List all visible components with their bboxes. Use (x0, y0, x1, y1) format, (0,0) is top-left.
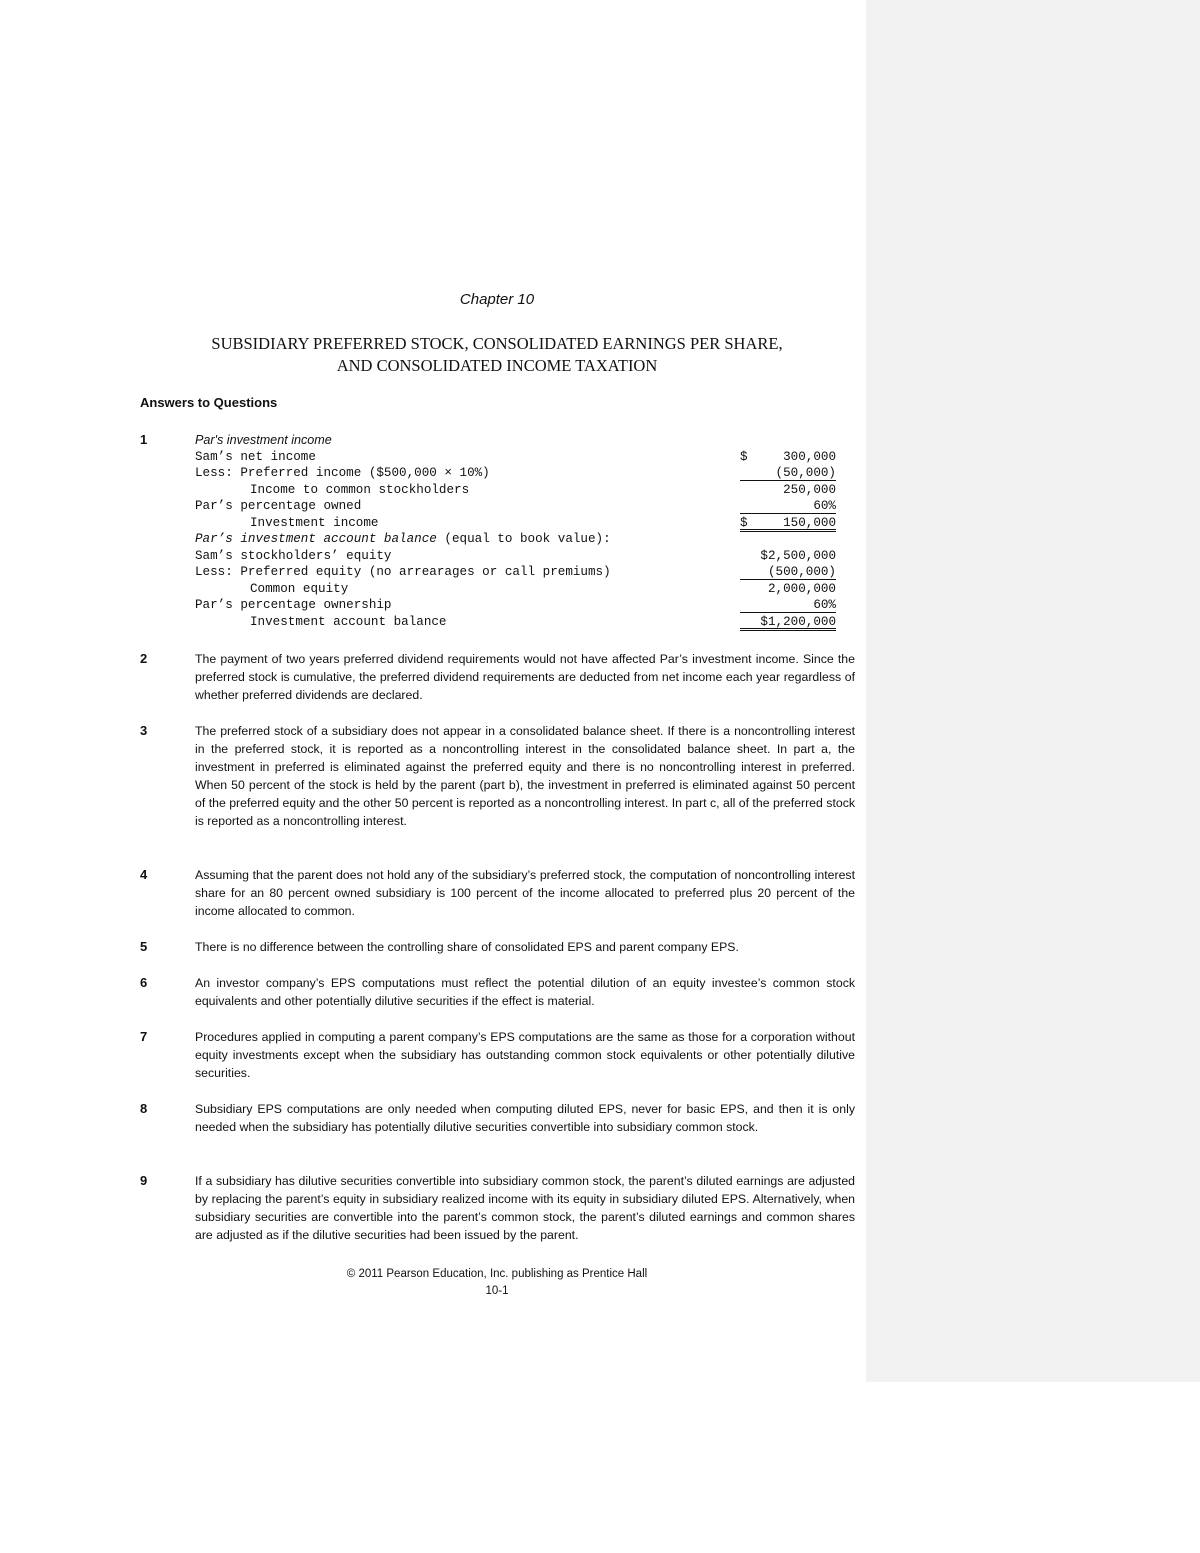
amount-value: 150,000 (783, 515, 836, 530)
answer-number: 7 (140, 1029, 148, 1044)
calc-line (195, 482, 840, 499)
calc-subheading (195, 531, 840, 548)
answer-number: 6 (140, 975, 148, 990)
calc-line (195, 614, 840, 631)
calc-label: Common equity (250, 581, 349, 596)
section-heading: Answers to Questions (140, 395, 278, 410)
dollar-sign: $ (740, 515, 748, 530)
subheading-suffix: (equal to book value): (436, 532, 611, 546)
calc-line (195, 581, 840, 598)
calc-amount: 60% (740, 498, 836, 514)
answer-text: The preferred stock of a subsidiary does not appear in a consolidated balance sheet. If there is a noncontrolling interest in the preferred stock, it is reported as a noncontrolling interest in the consolidated balance sheet. In part a, the investment in preferred is eliminated against the preferred equity and there is no noncontrolling interest in preferred. When 50 percent of the stock is held by the parent (part b), the investment in preferred is eliminated against 50 percent of the preferred equity and the other 50 percent is reported as a noncontrolling interest. In part c, all of the preferred stock is reported as a noncontrolling interest. (195, 724, 855, 828)
calc-amount: 60% (740, 597, 836, 613)
answer-text: Procedures applied in computing a parent company’s EPS computations are the same as those for a corporation without equity investments except when the subsidiary has outstanding common stock equivalents or other potentially dilutive securities. (195, 1030, 855, 1080)
calc-amount: 250,000 (783, 482, 836, 497)
calc-label: Investment account balance (250, 614, 447, 629)
page-number: 10-1 (485, 1285, 509, 1297)
calc-heading (195, 432, 840, 449)
calc-amount: 2,000,000 (767, 581, 836, 596)
calc-amount: $1,200,000 (740, 614, 836, 631)
calc-label: Less: Preferred equity (no arrearages or call premiums) (195, 565, 611, 579)
chapter-title: Chapter 10 (459, 291, 535, 308)
answer-number: 9 (140, 1173, 148, 1188)
calc-line (195, 498, 840, 515)
q1-calculation (195, 432, 840, 630)
answer-number: 4 (140, 867, 148, 882)
comment-pane (866, 0, 1200, 1382)
calc-subheading-label (195, 531, 611, 548)
calc-label: Par’s percentage owned (195, 499, 362, 513)
calc-label: Less: Preferred income ($500,000 × 10%) (195, 466, 490, 480)
calc-label: Par’s percentage ownership (195, 598, 392, 612)
calc-line (195, 548, 840, 565)
main-title-line-2: AND CONSOLIDATED INCOME TAXATION (336, 356, 658, 375)
answer-number: 8 (140, 1101, 148, 1116)
answer-number: 3 (140, 723, 148, 738)
answer-text: There is no difference between the controlling share of consolidated EPS and parent company EPS. (195, 940, 739, 954)
calc-line (195, 515, 840, 532)
answer-text: If a subsidiary has dilutive securities convertible into subsidiary common stock, the parent’s diluted earnings are adjusted by replacing the parent’s equity in subsidiary realized income with its equity in subsidiary diluted EPS. Alternatively, when subsidiary securities are convertible into the parent’s common stock, the parent’s diluted earnings and common shares are adjusted as if the dilutive securities had been issued by the parent. (195, 1174, 855, 1242)
subheading-italic: Par’s investment account balance (195, 532, 437, 546)
calc-label: Investment income (250, 515, 379, 530)
answer-text: The payment of two years preferred dividend requirements would not have affected Par’s investment income. Since the preferred stock is cumulative, the preferred dividend requirements are deducted from net income each year regardless of whether preferred dividends are declared. (195, 652, 855, 702)
main-title (140, 333, 854, 377)
dollar-sign: $ (740, 449, 748, 464)
copyright-footer: © 2011 Pearson Education, Inc. publishing as Prentice Hall (346, 1268, 648, 1280)
calc-line (195, 597, 840, 614)
calc-line (195, 564, 840, 581)
calc-heading-label: Par's investment income (195, 433, 332, 447)
calc-amount: (500,000) (740, 564, 836, 580)
calc-label: Sam’s stockholders’ equity (195, 548, 392, 563)
calc-amount: $2,500,000 (760, 548, 836, 563)
answer-number: 5 (140, 939, 148, 954)
amount-value: 300,000 (783, 449, 836, 464)
answer-text: Subsidiary EPS computations are only needed when computing diluted EPS, never for basic EPS, and then it is only needed when the subsidiary has potentially dilutive securities convertible into subsidiary common stock. (195, 1102, 855, 1134)
answer-text: An investor company’s EPS computations must reflect the potential dilution of an equity investee’s common stock equivalents and other potentially dilutive securities if the effect is material. (195, 976, 855, 1008)
main-title-line-1: SUBSIDIARY PREFERRED STOCK, CONSOLIDATED EARNINGS PER SHARE, (211, 334, 783, 353)
calc-amount (740, 449, 836, 466)
calc-line (195, 449, 840, 466)
calc-label: Income to common stockholders (250, 482, 470, 497)
calc-amount: (50,000) (740, 465, 836, 481)
calc-label: Sam’s net income (195, 449, 316, 464)
calc-line (195, 465, 840, 482)
answer-number: 1 (140, 432, 148, 447)
answer-text: Assuming that the parent does not hold any of the subsidiary’s preferred stock, the computation of noncontrolling interest share for an 80 percent owned subsidiary is 100 percent of the income allocated to preferred plus 20 percent of the income allocated to common. (195, 868, 855, 918)
answer-number: 2 (140, 651, 148, 666)
calc-amount (740, 515, 836, 532)
